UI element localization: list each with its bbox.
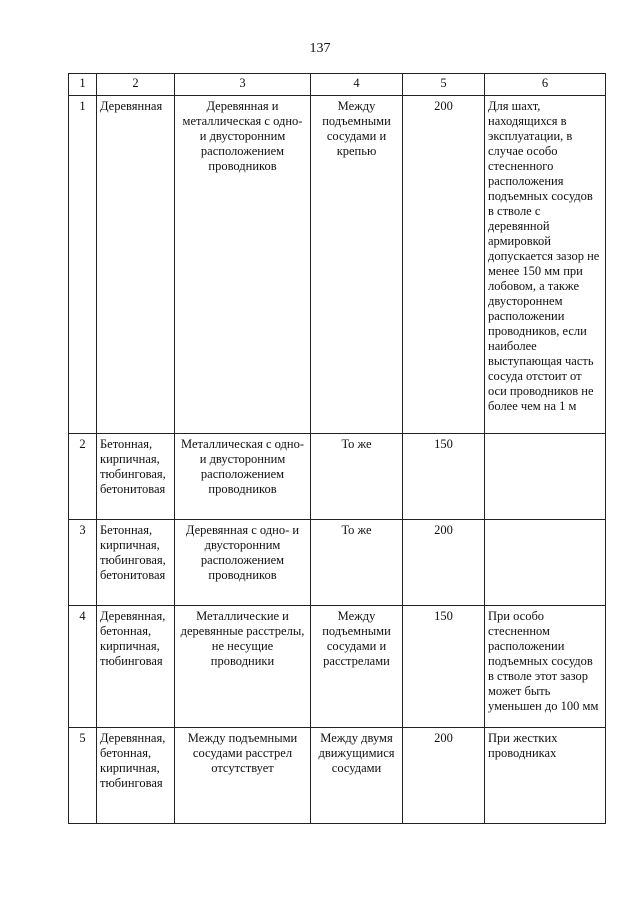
- header-cell: 6: [485, 74, 606, 96]
- clearance-table: [68, 73, 606, 824]
- between-cell: Между подъемными сосудами и крепью: [311, 96, 403, 434]
- clearance-value: 200: [403, 96, 485, 434]
- note-cell: [485, 520, 606, 606]
- clearance-value: 200: [403, 728, 485, 824]
- reinforcement-cell: Металлическая с одно- и двусторонним расположением проводников: [175, 434, 311, 520]
- page-number: 137: [309, 41, 331, 56]
- header-cell: 3: [175, 74, 311, 96]
- header-cell: 1: [69, 74, 97, 96]
- table-row: [69, 520, 606, 606]
- table-header-row: [69, 74, 606, 96]
- between-cell: Между двумя движущимися сосудами: [311, 728, 403, 824]
- row-number: 2: [69, 434, 97, 520]
- row-number: 5: [69, 728, 97, 824]
- between-cell: Между подъемными сосудами и расстрелами: [311, 606, 403, 728]
- note-cell: Для шахт, находящихся в эксплуатации, в случае особо стесненного расположения подъемных сосудов в стволе с деревянной армировкой допускается зазор не менее 150 мм при лобовом, а также двустороннем расположении проводников, если наиболее выступающая часть сосуда отстоит от оси проводников не более чем на 1 м: [485, 96, 606, 434]
- table-row: [69, 96, 606, 434]
- clearance-value: 150: [403, 434, 485, 520]
- reinforcement-cell: Между подъемными сосудами расстрел отсутствует: [175, 728, 311, 824]
- reinforcement-cell: Металлические и деревянные расстрелы, не несущие проводники: [175, 606, 311, 728]
- table-row: [69, 606, 606, 728]
- lining-type-cell: Деревянная, бетонная, кирпичная, тюбинговая: [97, 606, 175, 728]
- between-cell: То же: [311, 520, 403, 606]
- note-cell: При жестких проводниках: [485, 728, 606, 824]
- clearance-value: 200: [403, 520, 485, 606]
- between-cell: То же: [311, 434, 403, 520]
- header-cell: 5: [403, 74, 485, 96]
- lining-type-cell: Бетонная, кирпичная, тюбинговая, бетонитовая: [97, 520, 175, 606]
- table-row: [69, 728, 606, 824]
- row-number: 3: [69, 520, 97, 606]
- reinforcement-cell: Деревянная с одно- и двусторонним расположением проводников: [175, 520, 311, 606]
- note-cell: [485, 434, 606, 520]
- row-number: 1: [69, 96, 97, 434]
- lining-type-cell: Деревянная: [97, 96, 175, 434]
- header-cell: 2: [97, 74, 175, 96]
- reinforcement-cell: Деревянная и металлическая с одно- и двусторонним расположением проводников: [175, 96, 311, 434]
- row-number: 4: [69, 606, 97, 728]
- clearance-value: 150: [403, 606, 485, 728]
- table-row: [69, 434, 606, 520]
- note-cell: При особо стесненном расположении подъемных сосудов в стволе этот зазор может быть уменьшен до 100 мм: [485, 606, 606, 728]
- lining-type-cell: Деревянная, бетонная, кирпичная, тюбинговая: [97, 728, 175, 824]
- lining-type-cell: Бетонная, кирпичная, тюбинговая, бетонитовая: [97, 434, 175, 520]
- header-cell: 4: [311, 74, 403, 96]
